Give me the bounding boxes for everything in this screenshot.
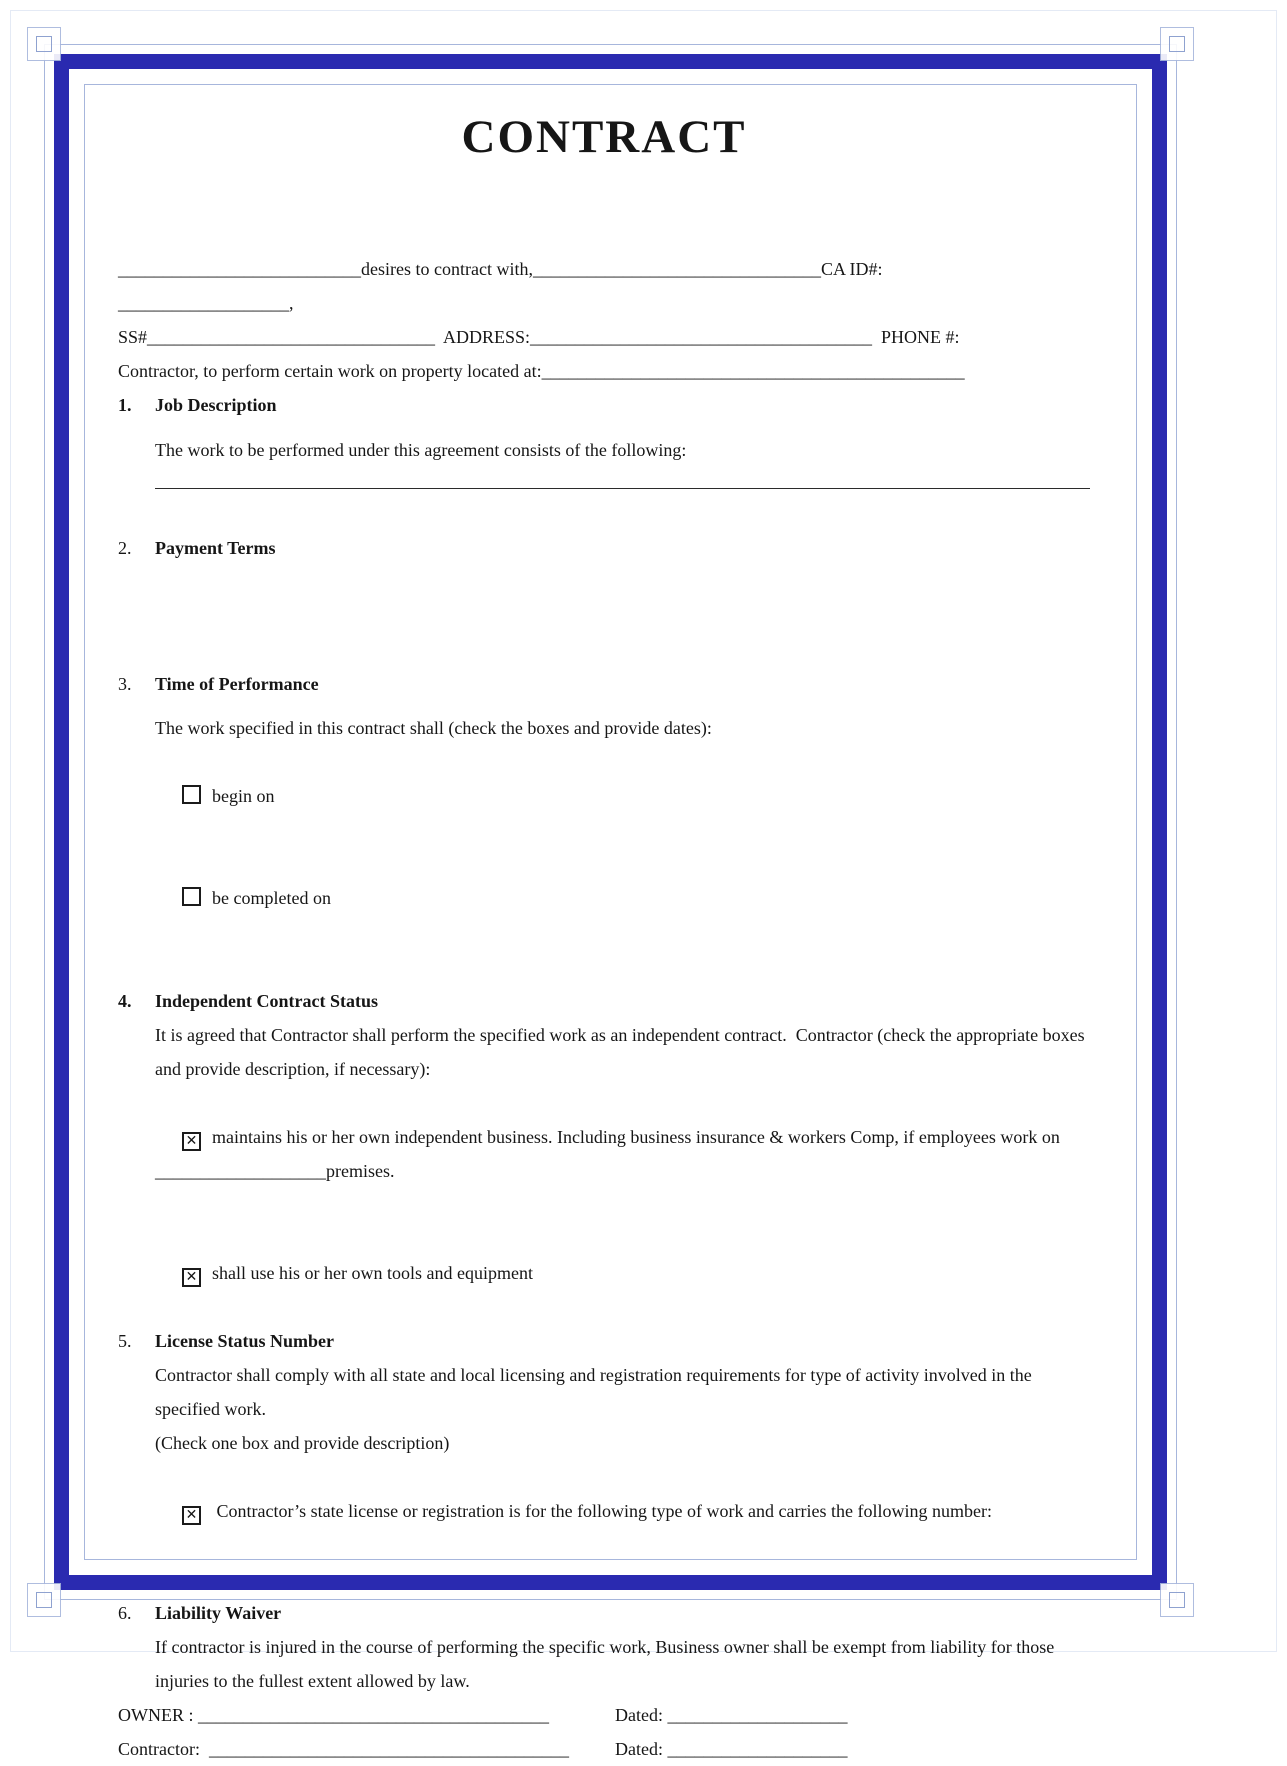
signature-block (118, 1698, 1090, 1766)
check-item-own-tools (155, 1222, 1090, 1324)
section-heading-row (118, 667, 1090, 701)
check-item-label: be completed on (212, 888, 331, 909)
check-item-label: maintains his or her own independent business. Including business insurance & workers Comp, if employees work on ___________________premises. (155, 1127, 1065, 1182)
document-content (118, 80, 1090, 1766)
section-job-description (118, 388, 1090, 489)
section-liability-waiver (118, 1596, 1090, 1698)
owner-signature-line: OWNER : _______________________________________ (118, 1705, 549, 1726)
check-item-label: begin on (212, 786, 275, 807)
intro-line-4: Contractor, to perform certain work on property located at:_______________________________________________ (118, 361, 965, 382)
section-time-of-performance (118, 667, 1090, 949)
corner-ornament-bottom-left (27, 1583, 61, 1617)
section-body: If contractor is injured in the course of performing the specific work, Business owner shall be exempt from liability for those injuries to the fullest extent allowed by law. (155, 1637, 1059, 1692)
checkbox-icon (182, 785, 201, 804)
section-heading: Payment Terms (155, 538, 276, 559)
section-number: 1. (118, 395, 132, 416)
checkbox-mark: ✕ (185, 1133, 198, 1150)
corner-ornament-bottom-right (1160, 1583, 1194, 1617)
section-heading: Time of Performance (155, 674, 319, 695)
section-heading: Independent Contract Status (155, 991, 379, 1012)
check-item-begin-on (155, 745, 1090, 847)
checkbox-mark: ✕ (185, 1269, 198, 1286)
owner-dated-line: Dated: ____________________ (615, 1705, 848, 1726)
checkbox-checked-icon (182, 1506, 201, 1525)
check-item-label: Contractor’s state license or registration is for the following type of work and carries the following number: (212, 1501, 992, 1522)
section-body: It is agreed that Contractor shall perform the specified work as an independent contract. Contractor (check the appropriate boxes and provide description, if necessary): (155, 1025, 1090, 1080)
section-heading-row (118, 1596, 1090, 1630)
checkbox-icon (182, 887, 201, 906)
section-heading-row (118, 531, 1090, 565)
page-title: CONTRACT (461, 111, 747, 163)
section-heading-row (118, 388, 1090, 422)
section-number: 3. (118, 674, 132, 695)
corner-ornament-top-right (1160, 27, 1194, 61)
corner-ornament-top-left (27, 27, 61, 61)
section-number: 6. (118, 1603, 132, 1624)
section-payment-terms (118, 531, 1090, 565)
contractor-signature-row (118, 1732, 1090, 1766)
intro-line-1: ___________________________desires to contract with,________________________________CA ID#: (118, 259, 883, 280)
section-number: 4. (118, 991, 132, 1012)
section-heading: Job Description (155, 395, 277, 416)
section-body: The work specified in this contract shall (check the boxes and provide dates): (155, 718, 712, 739)
section-license-status-number (118, 1324, 1090, 1562)
section-heading: License Status Number (155, 1331, 334, 1352)
check-item-label: shall use his or her own tools and equipment (212, 1263, 533, 1284)
section-number: 2. (118, 538, 132, 559)
section-heading-row (118, 984, 1090, 1018)
contractor-dated-line: Dated: ____________________ (615, 1739, 848, 1760)
section-heading-row (118, 1324, 1090, 1358)
section-body: The work to be performed under this agreement consists of the following: (155, 440, 687, 461)
job-description-blank-line (155, 488, 1090, 489)
checkbox-checked-icon (182, 1132, 201, 1151)
check-item-own-business (155, 1086, 1090, 1222)
section-independent-contract-status (118, 984, 1090, 1324)
section-body: Contractor shall comply with all state and local licensing and registration requirements for type of activity involved in the specified work. (155, 1365, 1037, 1420)
section-note: (Check one box and provide description) (155, 1433, 450, 1454)
owner-signature-row (118, 1698, 1090, 1732)
section-heading: Liability Waiver (155, 1603, 282, 1624)
check-item-completed-on (155, 847, 1090, 949)
check-item-state-license (155, 1460, 1090, 1562)
intro-line-3: SS#________________________________ ADDRESS:______________________________________ PHONE #: (118, 327, 960, 348)
checkbox-mark: ✕ (185, 1507, 198, 1524)
contractor-signature-line: Contractor: ________________________________________ (118, 1739, 569, 1760)
checkbox-checked-icon (182, 1268, 201, 1287)
intro-line-2: ___________________, (118, 293, 294, 314)
section-number: 5. (118, 1331, 132, 1352)
